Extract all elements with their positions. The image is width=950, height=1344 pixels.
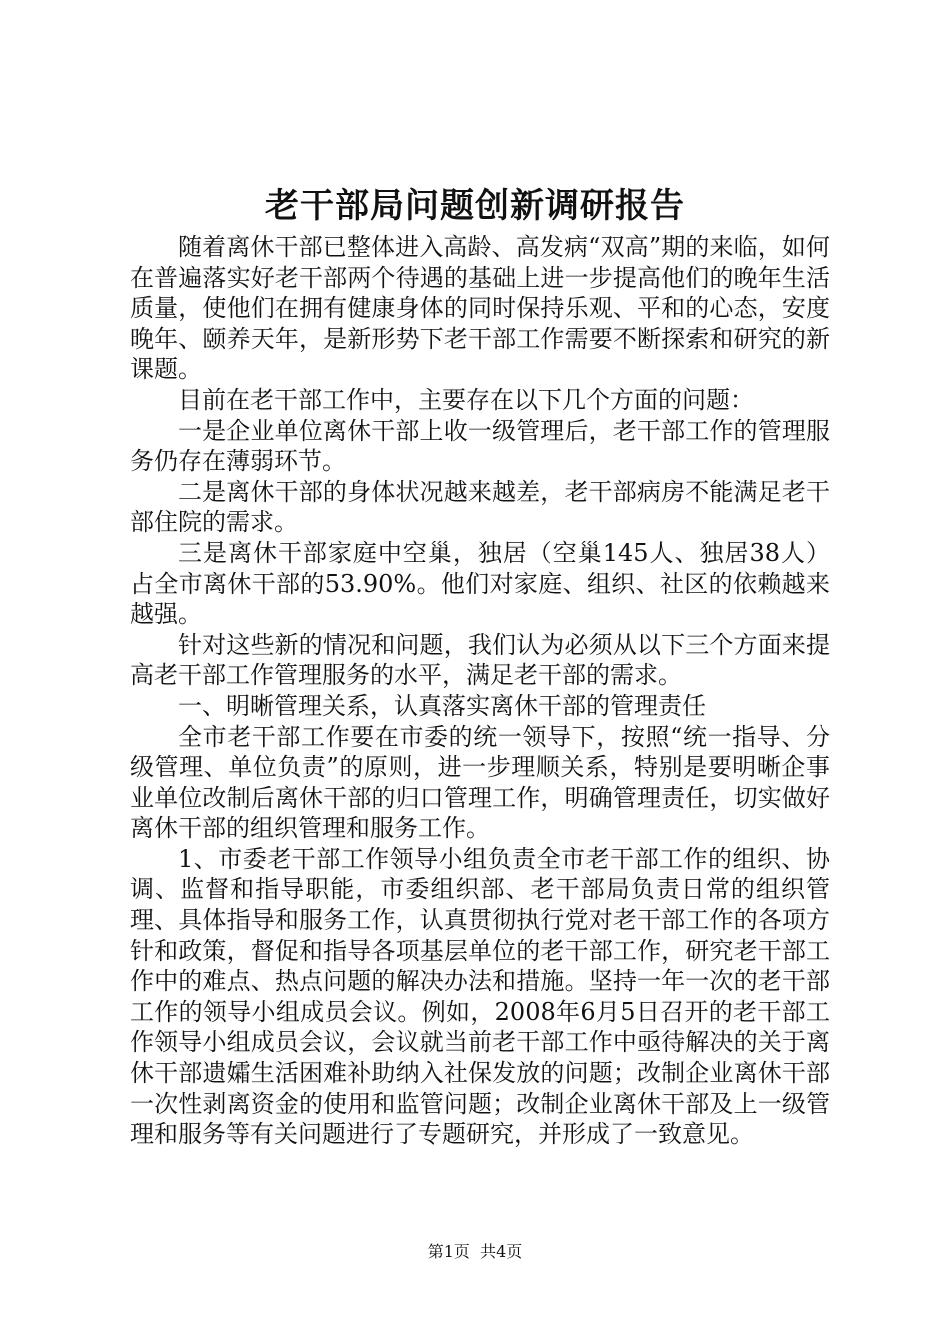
paragraph-section-one-body: 全市老干部工作要在市委的统一领导下，按照“统一指导、分级管理、单位负责”的原则，进一步理顺关系，特别是要明晰企事业单位改制后离休干部的归口管理工作，明确管理责任，切实做好离休干部的组织管理和服务工作。: [130, 722, 830, 843]
paragraph-problem-two: 二是离休干部的身体状况越来越差，老干部病房不能满足老干部住院的需求。: [130, 477, 830, 537]
paragraph-problem-three: 三是离休干部家庭中空巢，独居（空巢145人、独居38人）占全市离休干部的53.90%。他们对家庭、组织、社区的依赖越来越强。: [130, 538, 830, 629]
paragraph-intro: 随着离休干部已整体进入高龄、高发病“双高”期的来临，如何在普遍落实好老干部两个待遇的基础上进一步提高他们的晚年生活质量，使他们在拥有健康身体的同时保持乐观、平和的心态，安度晚年、颐养天年，是新形势下老干部工作需要不断探索和研究的新课题。: [130, 233, 830, 384]
document-body: [130, 232, 830, 1150]
paragraph-solutions-intro: 针对这些新的情况和问题，我们认为必须从以下三个方面来提高老干部工作管理服务的水平，满足老干部的需求。: [130, 630, 830, 690]
paragraph-problems-heading: 目前在老干部工作中，主要存在以下几个方面的问题：: [178, 385, 754, 414]
page-footer: [0, 1240, 950, 1264]
paragraph-item-one: 1、市委老干部工作领导小组负责全市老干部工作的组织、协调、监督和指导职能，市委组织部、老干部局负责日常的组织管理、具体指导和服务工作，认真贯彻执行党对老干部工作的各项方针和政策，督促和指导各项基层单位的老干部工作，研究老干部工作中的难点、热点问题的解决办法和措施。坚持一年一次的老干部工作的领导小组成员会议。例如，2008年6月5日召开的老干部工作领导小组成员会议，会议就当前老干部工作中亟待解决的关于离休干部遗孀生活困难补助纳入社保发放的问题；改制企业离休干部一次性剥离资金的使用和监管问题；改制企业离休干部及上一级管理和服务等有关问题进行了专题研究，并形成了一致意见。: [130, 844, 830, 1149]
paragraph-problem-one: 一是企业单位离休干部上收一级管理后，老干部工作的管理服务仍存在薄弱环节。: [130, 416, 830, 476]
page-number-label: 第1页 共4页: [427, 1242, 523, 1261]
section-heading-one: 一、明晰管理关系，认真落实离休干部的管理责任: [178, 691, 706, 720]
document-title: 老干部局问题创新调研报告: [265, 186, 685, 226]
